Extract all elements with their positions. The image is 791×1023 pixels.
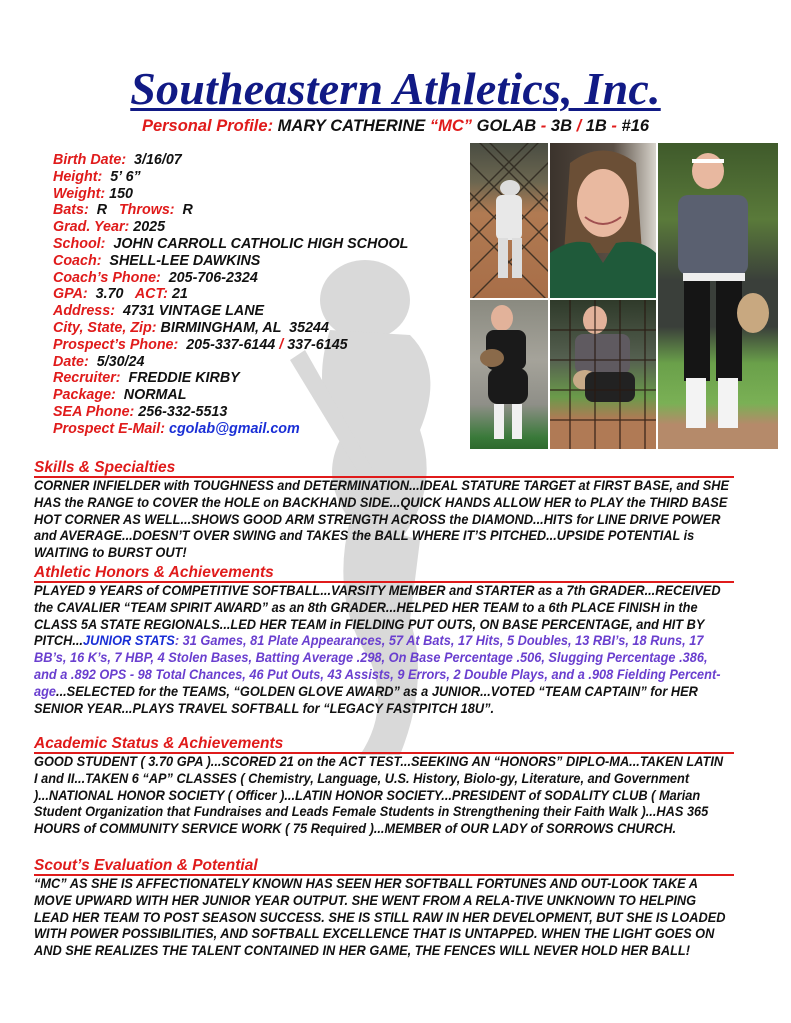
info-bats-throws: Bats: R Throws: R <box>53 202 193 219</box>
fielding-photo-2 <box>550 300 656 449</box>
athletic-section <box>34 564 736 717</box>
company-name: Southeastern Athletics, Inc. <box>130 63 661 114</box>
player-name: MARY CATHERINE <box>277 117 426 135</box>
info-recruiter: Recruiter: FREDDIE KIRBY <box>53 370 240 387</box>
info-weight: Weight: 150 <box>53 185 133 202</box>
photo-collage <box>470 143 778 449</box>
scout-heading: Scout’s Evaluation & Potential <box>34 857 734 876</box>
academic-section <box>34 735 736 838</box>
info-grad-year: Grad. Year: 2025 <box>53 219 166 236</box>
info-prospect-phone: Prospect’s Phone: 205-337-6144 / 337-6145 <box>53 336 348 353</box>
junior-stats: : 31 Games, 81 Plate Appearances, 57 At Bats, 17 Hits, 5 Doubles, 13 RBI’s, 18 Runs, 17 BB’s, 16 K’s, 7 HBP, 4 Stolen Bases, Batting Average .298, On Base Percentage .506, Slugging Percentage .386, and a .892 OPS - 98 Total Chances, 46 Put Outs, 43 Assists, 9 Errors, 2 Double Plays, and a .908 Fielding Percent-age <box>34 633 721 699</box>
athletic-text-after: ...SELECTED for the TEAMS, “GOLDEN GLOVE AWARD” as a JUNIOR...VOTED “TEAM CAPTAIN” for HER SENIOR YEAR...PLAYS TRAVEL SOFTBALL for “LEGACY FASTPITCH 18U”. <box>34 683 698 716</box>
info-package: Package: NORMAL <box>53 387 187 404</box>
position-secondary: 1B <box>585 117 607 135</box>
batting-photo <box>470 143 548 298</box>
position-primary: 3B <box>550 117 572 135</box>
athletic-body <box>34 583 730 717</box>
chain-fence-icon <box>470 143 548 298</box>
separator: - <box>606 117 622 135</box>
info-height: Height: 5’ 6” <box>53 168 141 185</box>
athletic-text: PLAYED 9 YEARS of COMPETITIVE SOFTBALL...VARSITY MEMBER and STARTER as a 7th GRADER...RECEIVED the CAVALIER “TEAM SPIRIT AWARD” as an 8th GRADER...HELPED HER TEAM to a 6th PLACE FINISH in the CLASS 5A STATE REGIONALS...LED HER TEAM in FIELDING PUT OUTS, ON BASE PERCENTAGE, and HIT BY PITCH... <box>34 583 721 649</box>
profile-subtitle <box>0 117 791 136</box>
email-link[interactable]: cgolab@gmail.com <box>169 420 300 437</box>
profile-label: Personal Profile: <box>141 117 274 135</box>
portrait-icon <box>550 143 656 298</box>
fielding-photo-1 <box>470 300 548 449</box>
athletic-heading: Athletic Honors & Achievements <box>34 564 734 583</box>
info-address: Address: 4731 VINTAGE LANE <box>53 303 265 320</box>
info-sea-phone: SEA Phone: 256-332-5513 <box>53 403 228 420</box>
company-title <box>0 62 791 115</box>
info-school: School: JOHN CARROLL CATHOLIC HIGH SCHOOL <box>53 235 409 252</box>
info-date: Date: 5/30/24 <box>53 353 145 370</box>
info-coach: Coach: SHELL-LEE DAWKINS <box>53 252 261 269</box>
scout-section <box>34 857 736 960</box>
info-birth-date: Birth Date: 3/16/07 <box>53 152 182 168</box>
info-email: Prospect E-Mail: cgolab@gmail.com <box>53 420 300 437</box>
academic-body: GOOD STUDENT ( 3.70 GPA )...SCORED 21 on the ACT TEST...SEEKING AN “HONORS” DIPLO-MA...TAKEN LATIN I and II...TAKEN 6 “AP” CLASSES ( Chemistry, Language, U.S. History, Biolo-gy, Literature, and Government )...NATIONAL HONOR SOCIETY ( Officer )...LATIN HONOR SOCIETY...PRESIDENT of SODALITY CLUB ( Marian Student Organization that Fundraises and Leads Female Students in Strengthening their Faith Walk )...HAS 365 HOURS of COMMUNITY SERVICE WORK ( 75 Required )...MEMBER of OUR LADY of SORROWS CHURCH. <box>34 754 724 837</box>
separator: - <box>536 117 551 135</box>
portrait-photo <box>550 143 656 298</box>
player-fielding-icon <box>470 300 548 449</box>
separator-slash: / <box>571 117 586 135</box>
jersey-number: #16 <box>621 117 650 135</box>
info-city-state-zip: City, State, Zip: BIRMINGHAM, AL 35244 <box>53 319 329 336</box>
junior-stats-label: JUNIOR STATS <box>82 633 175 649</box>
player-surname: GOLAB <box>476 117 537 135</box>
info-gpa-act: GPA: 3.70 ACT: 21 <box>53 286 188 303</box>
info-coach-phone: Coach’s Phone: 205-706-2324 <box>53 269 258 286</box>
player-info <box>53 152 408 438</box>
scout-body: “MC” AS SHE IS AFFECTIONATELY KNOWN HAS SEEN HER SOFTBALL FORTUNES AND OUT-LOOK TAKE A MOVE UPWARD WITH HER JUNIOR YEAR OUTPUT. SHE WENT FROM A RELA-TIVE UNKNOWN TO HELPING LEAD HER TEAM TO POST SEASON SUCCESS. SHE IS STILL RAW IN HER DEVELOPMENT, BUT SHE IS LOADED WITH POWER POSSIBILITIES, AND SOFTBALL EXCELLENCE THAT IS UNTAPPED. WHEN THE LIGHT GOES ON AND SHE REALIZES THE TALENT CONTAINED IN HER GAME, THE FENCES WILL NEVER HOLD HER BALL! <box>34 876 726 959</box>
player-standing-icon <box>658 143 778 449</box>
skills-heading: Skills & Specialties <box>34 459 734 478</box>
skills-body: CORNER INFIELDER with TOUGHNESS and DETERMINATION...IDEAL STATURE TARGET at FIRST BASE, and SHE HAS the RANGE to COVER the HOLE on BACKHAND SIDE...QUICK HANDS ALLOW HER to PLAY the THIRD BASE HOT CORNER AS WELL...SHOWS GOOD ARM STRENGTH ACROSS the DIAMOND...HITS for LINE DRIVE POWER and AVERAGE...DOESN’T OVER SWING and TAKES the BALL WHERE IT’S PITCHED...UPSIDE POTENTIAL is WAITING to BURST OUT! <box>34 478 730 561</box>
standing-photo <box>658 143 778 449</box>
academic-heading: Academic Status & Achievements <box>34 735 734 754</box>
skills-section <box>34 459 736 562</box>
player-fielding-net-icon <box>550 300 656 449</box>
player-nickname: “MC” <box>429 117 473 135</box>
